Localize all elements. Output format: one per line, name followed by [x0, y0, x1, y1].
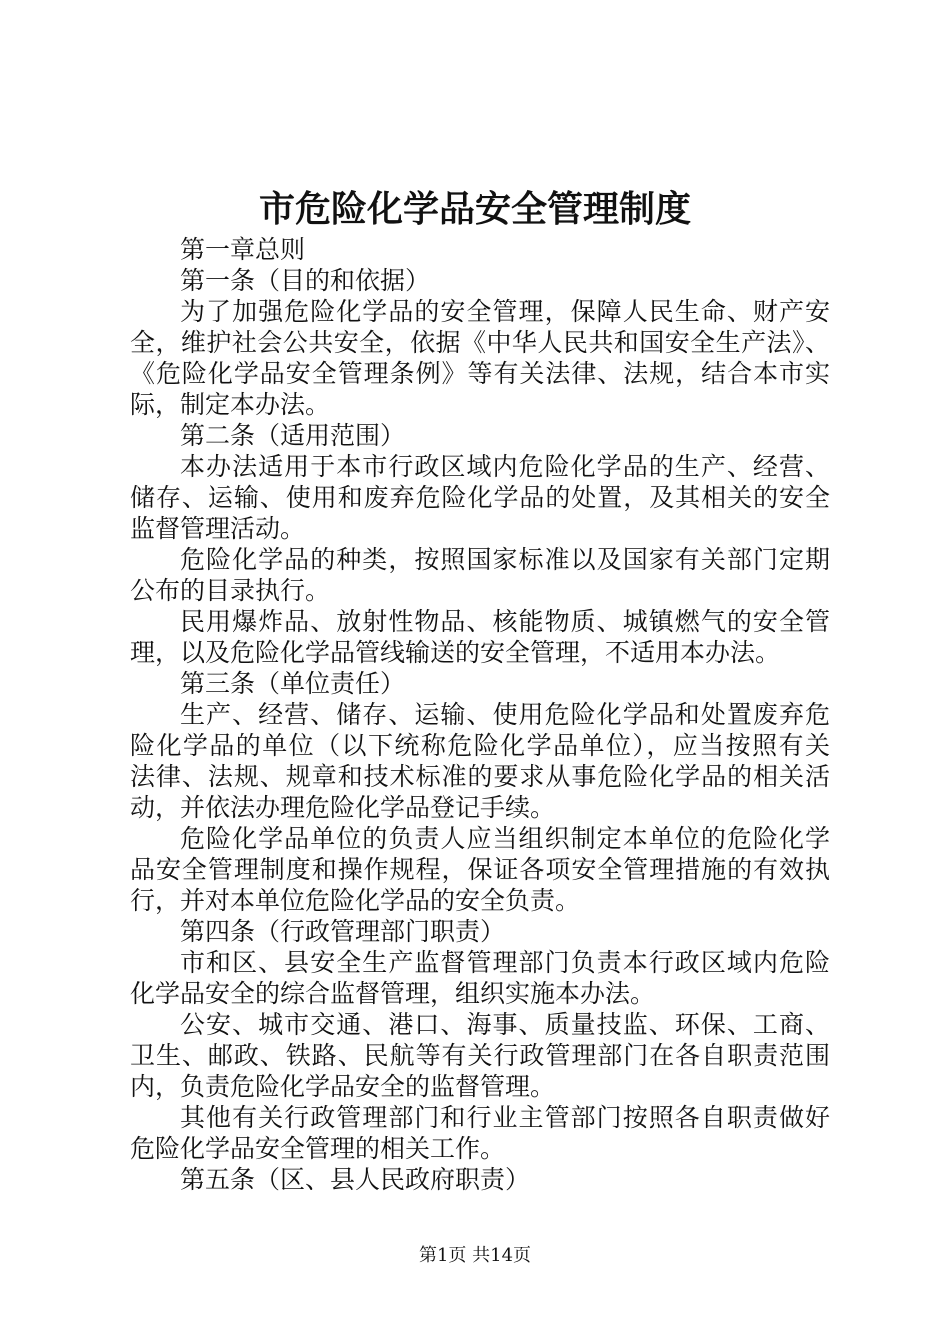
text-line: 危险化学品安全管理的相关工作。: [130, 1134, 506, 1163]
text-line: 险化学品的单位（以下统称危险化学品单位），应当按照有关: [130, 731, 830, 760]
text-line: 内，负责危险化学品安全的监督管理。: [130, 1072, 556, 1101]
text-line: 法律、法规、规章和技术标准的要求从事危险化学品的相关活: [130, 762, 830, 791]
text-line: 理，以及危险化学品管线输送的安全管理，不适用本办法。: [130, 638, 781, 667]
text-line: 本办法适用于本市行政区域内危险化学品的生产、经营、: [180, 452, 830, 481]
text-line: 公布的目录执行。: [130, 576, 331, 605]
text-line: 化学品安全的综合监督管理，组织实施本办法。: [130, 979, 656, 1008]
text-line: 卫生、邮政、铁路、民航等有关行政管理部门在各自职责范围: [130, 1041, 830, 1070]
text-line: 储存、运输、使用和废弃危险化学品的处置，及其相关的安全: [130, 483, 830, 512]
text-line: 公安、城市交通、港口、海事、质量技监、环保、工商、: [180, 1010, 830, 1039]
text-line: 市和区、县安全生产监督管理部门负责本行政区域内危险: [180, 948, 830, 977]
text-line: 第一条（目的和依据）: [180, 266, 431, 295]
text-line: 《危险化学品安全管理条例》等有关法律、法规，结合本市实: [130, 359, 830, 388]
text-line: 第五条（区、县人民政府职责）: [180, 1165, 531, 1194]
text-line: 危险化学品单位的负责人应当组织制定本单位的危险化学: [180, 824, 830, 853]
text-line: 全，维护社会公共安全，依据《中华人民共和国安全生产法》、: [130, 328, 830, 357]
text-line: 生产、经营、储存、运输、使用危险化学品和处置废弃危: [180, 700, 830, 729]
text-line: 危险化学品的种类，按照国家标准以及国家有关部门定期: [180, 545, 830, 574]
text-line: 第二条（适用范围）: [180, 421, 406, 450]
text-line: 为了加强危险化学品的安全管理，保障人民生命、财产安: [180, 297, 830, 326]
text-line: 民用爆炸品、放射性物品、核能物质、城镇燃气的安全管: [180, 607, 830, 636]
document-body: [130, 234, 830, 1195]
document-title: 市危险化学品安全管理制度: [258, 188, 691, 230]
text-line: 第四条（行政管理部门职责）: [180, 917, 506, 946]
page-footer: 第1页 共14页: [418, 1245, 532, 1266]
text-line: 第一章总则: [180, 235, 306, 264]
text-line: 监督管理活动。: [130, 514, 306, 543]
text-line: 行，并对本单位危险化学品的安全负责。: [130, 886, 581, 915]
text-line: 其他有关行政管理部门和行业主管部门按照各自职责做好: [180, 1103, 830, 1132]
text-line: 动，并依法办理危险化学品登记手续。: [130, 793, 556, 822]
text-line: 品安全管理制度和操作规程，保证各项安全管理措施的有效执: [130, 855, 830, 884]
text-line: 第三条（单位责任）: [180, 669, 406, 698]
text-line: 际，制定本办法。: [130, 390, 331, 419]
